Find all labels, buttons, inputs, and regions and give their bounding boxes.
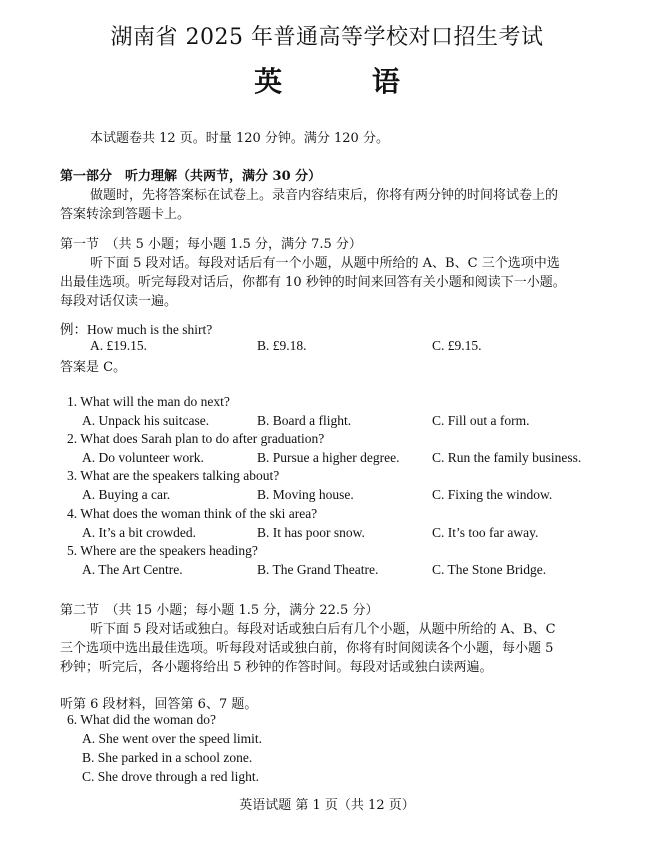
question-4: 4. What does the woman think of the ski area? — [67, 506, 318, 521]
question-6-option-b: B. She parked in a school zone. — [82, 750, 253, 765]
part1-heading: 第一部分 听力理解（共两节，满分 30 分） — [60, 169, 322, 184]
question-6-option-c: C. She drove through a red light. — [82, 769, 259, 784]
section1-line1: 听下面 5 段对话。每段对话后有一个小题，从题中所给的 A、B、C 三个选项中选 — [90, 256, 560, 271]
example-option-a: A. £19.15. — [90, 338, 147, 353]
question-1-option-a: A. Unpack his suitcase. — [82, 413, 210, 428]
question-1-option-c: C. Fill out a form. — [432, 413, 530, 428]
section2-line2: 三个选项中选出最佳选项。听每段对话或独白前，你将有时间阅读各个小题，每小题 5 — [60, 641, 554, 656]
question-1-option-b: B. Board a flight. — [257, 413, 352, 428]
question-4-option-a: A. It’s a bit crowded. — [82, 525, 196, 540]
question-3-option-a: A. Buying a car. — [82, 487, 171, 502]
example-question: 例：How much is the shirt? — [60, 322, 213, 337]
question-2-option-b: B. Pursue a higher degree. — [257, 450, 400, 465]
section1-heading: 第一节 （共 5 小题；每小题 1.5 分，满分 7.5 分） — [60, 237, 362, 252]
question-5-option-a: A. The Art Centre. — [82, 562, 183, 577]
question-4-option-b: B. It has poor snow. — [257, 525, 365, 540]
example-answer: 答案是 C。 — [60, 360, 127, 375]
section1-line3: 每段对话仅读一遍。 — [60, 294, 178, 309]
question-2-option-a: A. Do volunteer work. — [82, 450, 204, 465]
section2-heading: 第二节 （共 15 小题；每小题 1.5 分，满分 22.5 分） — [60, 603, 379, 618]
exam-title: 湖南省 2025 年普通高等学校对口招生考试 — [110, 25, 544, 50]
page-footer: 英语试题 第 1 页（共 12 页） — [239, 798, 415, 813]
example-option-c: C. £9.15. — [432, 338, 482, 353]
question-1: 1. What will the man do next? — [67, 394, 230, 409]
part1-instruction-line1: 做题时，先将答案标在试卷上。录音内容结束后，你将有两分钟的时间将试卷上的 — [90, 188, 559, 203]
question-2-option-c: C. Run the family business. — [432, 450, 582, 465]
question-3: 3. What are the speakers talking about? — [67, 468, 280, 483]
section2-line3: 秒钟；听完后，各小题将给出 5 秒钟的作答时间。每段对话或独白读两遍。 — [60, 660, 493, 675]
section1-line2: 出最佳选项。听完每段对话后，你都有 10 秒钟的时间来回答有关小题和阅读下一小题。 — [60, 275, 566, 290]
question-6-option-a: A. She went over the speed limit. — [82, 731, 262, 746]
question-4-option-c: C. It’s too far away. — [432, 525, 539, 540]
question-3-option-b: B. Moving house. — [257, 487, 354, 502]
question-6: 6. What did the woman do? — [67, 712, 216, 727]
example-option-b: B. £9.18. — [257, 338, 307, 353]
question-3-option-c: C. Fixing the window. — [432, 487, 553, 502]
material6-heading: 听第 6 段材料，回答第 6、7 题。 — [60, 697, 258, 712]
question-5: 5. Where are the speakers heading? — [67, 543, 258, 558]
section2-line1: 听下面 5 段对话或独白。每段对话或独白后有几个小题，从题中所给的 A、B、C — [90, 622, 556, 637]
question-2: 2. What does Sarah plan to do after graduation? — [67, 431, 325, 446]
intro-text: 本试题卷共 12 页。时量 120 分钟。满分 120 分。 — [90, 131, 389, 146]
question-5-option-c: C. The Stone Bridge. — [432, 562, 547, 577]
subject-title: 英 语 — [254, 65, 440, 98]
question-5-option-b: B. The Grand Theatre. — [257, 562, 379, 577]
part1-instruction-line2: 答案转涂到答题卡上。 — [60, 207, 191, 222]
